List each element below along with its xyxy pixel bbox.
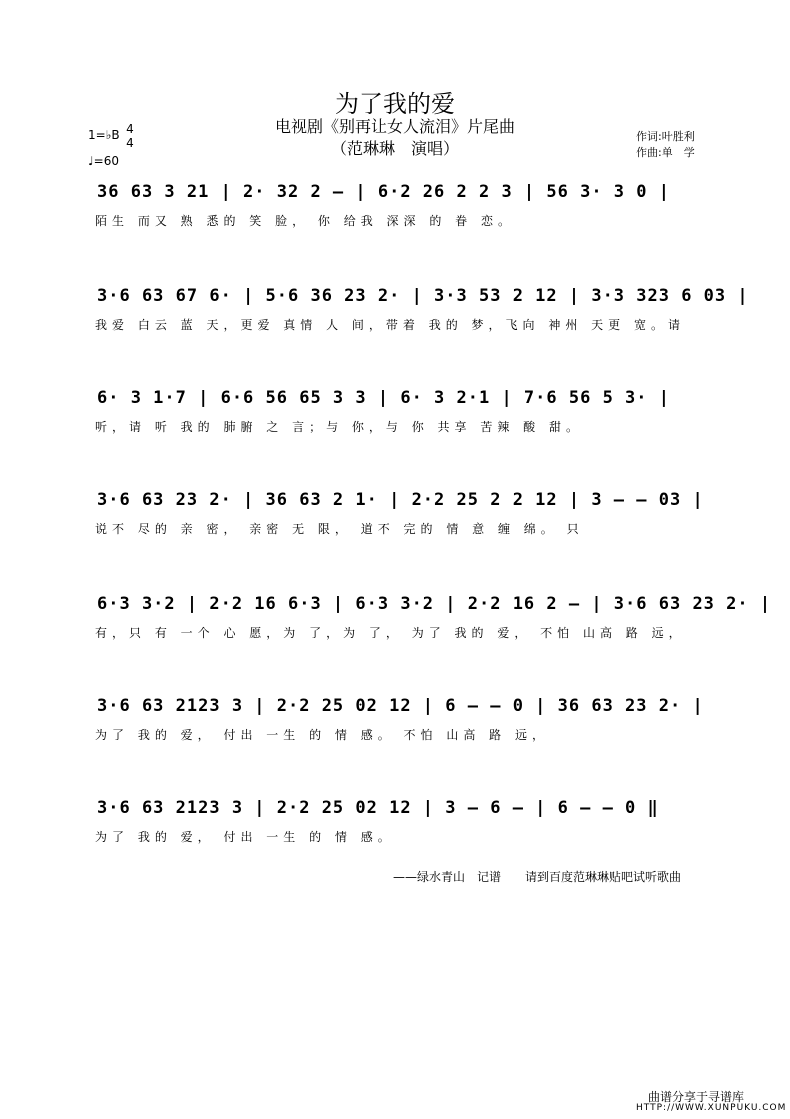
key-signature: 1=♭B [88, 128, 120, 142]
time-signature [124, 122, 136, 150]
lyrics-line: 为了 我的 爱， 付出 一生 的 情 感。 [95, 830, 395, 844]
lyrics-line: 我爱 白云 蓝 天，更爱 真情 人 间，带着 我的 梦，飞向 神州 天更 宽。请 [95, 318, 685, 332]
notation-line: 3·6 63 2123 3 | 2·2 25 02 12 | 3 – 6 – | 6 – – 0 ‖ [97, 798, 659, 818]
notation-line: 6· 3 1·7 | 6·6 56 65 3 3 | 6· 3 2·1 | 7·6 56 5 3· | [97, 388, 670, 408]
transcriber-credit: ——绿水青山 记谱 请到百度范琳琳贴吧试听歌曲 [393, 870, 682, 884]
score-system [0, 388, 790, 458]
score-system [0, 182, 790, 252]
lyrics-line: 说不 尽的 亲 密， 亲密 无 限， 道不 完的 情 意 缠 绵。 只 [95, 522, 584, 536]
song-title: 为了我的爱 [335, 90, 455, 118]
notation-line: 36 63 3 21 | 2· 32 2 – | 6·2 26 2 2 3 | 56 3· 3 0 | [97, 182, 670, 202]
lyrics-line: 有，只 有 一个 心 愿，为 了，为 了， 为了 我的 爱， 不怕 山高 路 远， [95, 626, 686, 640]
notation-line: 6·3 3·2 | 2·2 16 6·3 | 6·3 3·2 | 2·2 16 2 – | 3·6 63 23 2· | [97, 594, 772, 614]
watermark-url: HTTP://WWW.XUNPUKU.COM [636, 1103, 787, 1113]
meter-bottom: 4 [126, 136, 134, 150]
score-system [0, 696, 790, 766]
composer-credit: 作曲:单 学 [636, 146, 695, 159]
singer-credit: （范琳琳 演唱） [330, 139, 459, 158]
score-system [0, 594, 790, 664]
notation-line: 3·6 63 67 6· | 5·6 36 23 2· | 3·3 53 2 12 | 3·3 323 6 03 | [97, 286, 749, 306]
lyrics-line: 陌生 而又 熟 悉的 笑 脸， 你 给我 深深 的 眷 恋。 [95, 214, 515, 228]
meter-top: 4 [126, 122, 134, 136]
song-subtitle: 电视剧《别再让女人流泪》片尾曲 [274, 117, 515, 136]
watermark-text: 曲谱分享于寻谱库 [648, 1090, 745, 1104]
score-system [0, 286, 790, 356]
notation-line: 3·6 63 2123 3 | 2·2 25 02 12 | 6 – – 0 | 36 63 23 2· | [97, 696, 704, 716]
lyricist-credit: 作词:叶胜利 [636, 130, 695, 143]
score-system [0, 490, 790, 560]
lyrics-line: 听，请 听 我的 肺腑 之 言；与 你，与 你 共享 苦辣 酸 甜。 [95, 420, 583, 434]
notation-line: 3·6 63 23 2· | 36 63 2 1· | 2·2 25 2 2 12 | 3 – – 03 | [97, 490, 704, 510]
lyrics-line: 为了 我的 爱， 付出 一生 的 情 感。 不怕 山高 路 远， [95, 728, 549, 742]
tempo-marking: ♩=60 [88, 154, 119, 168]
score-system [0, 798, 790, 868]
